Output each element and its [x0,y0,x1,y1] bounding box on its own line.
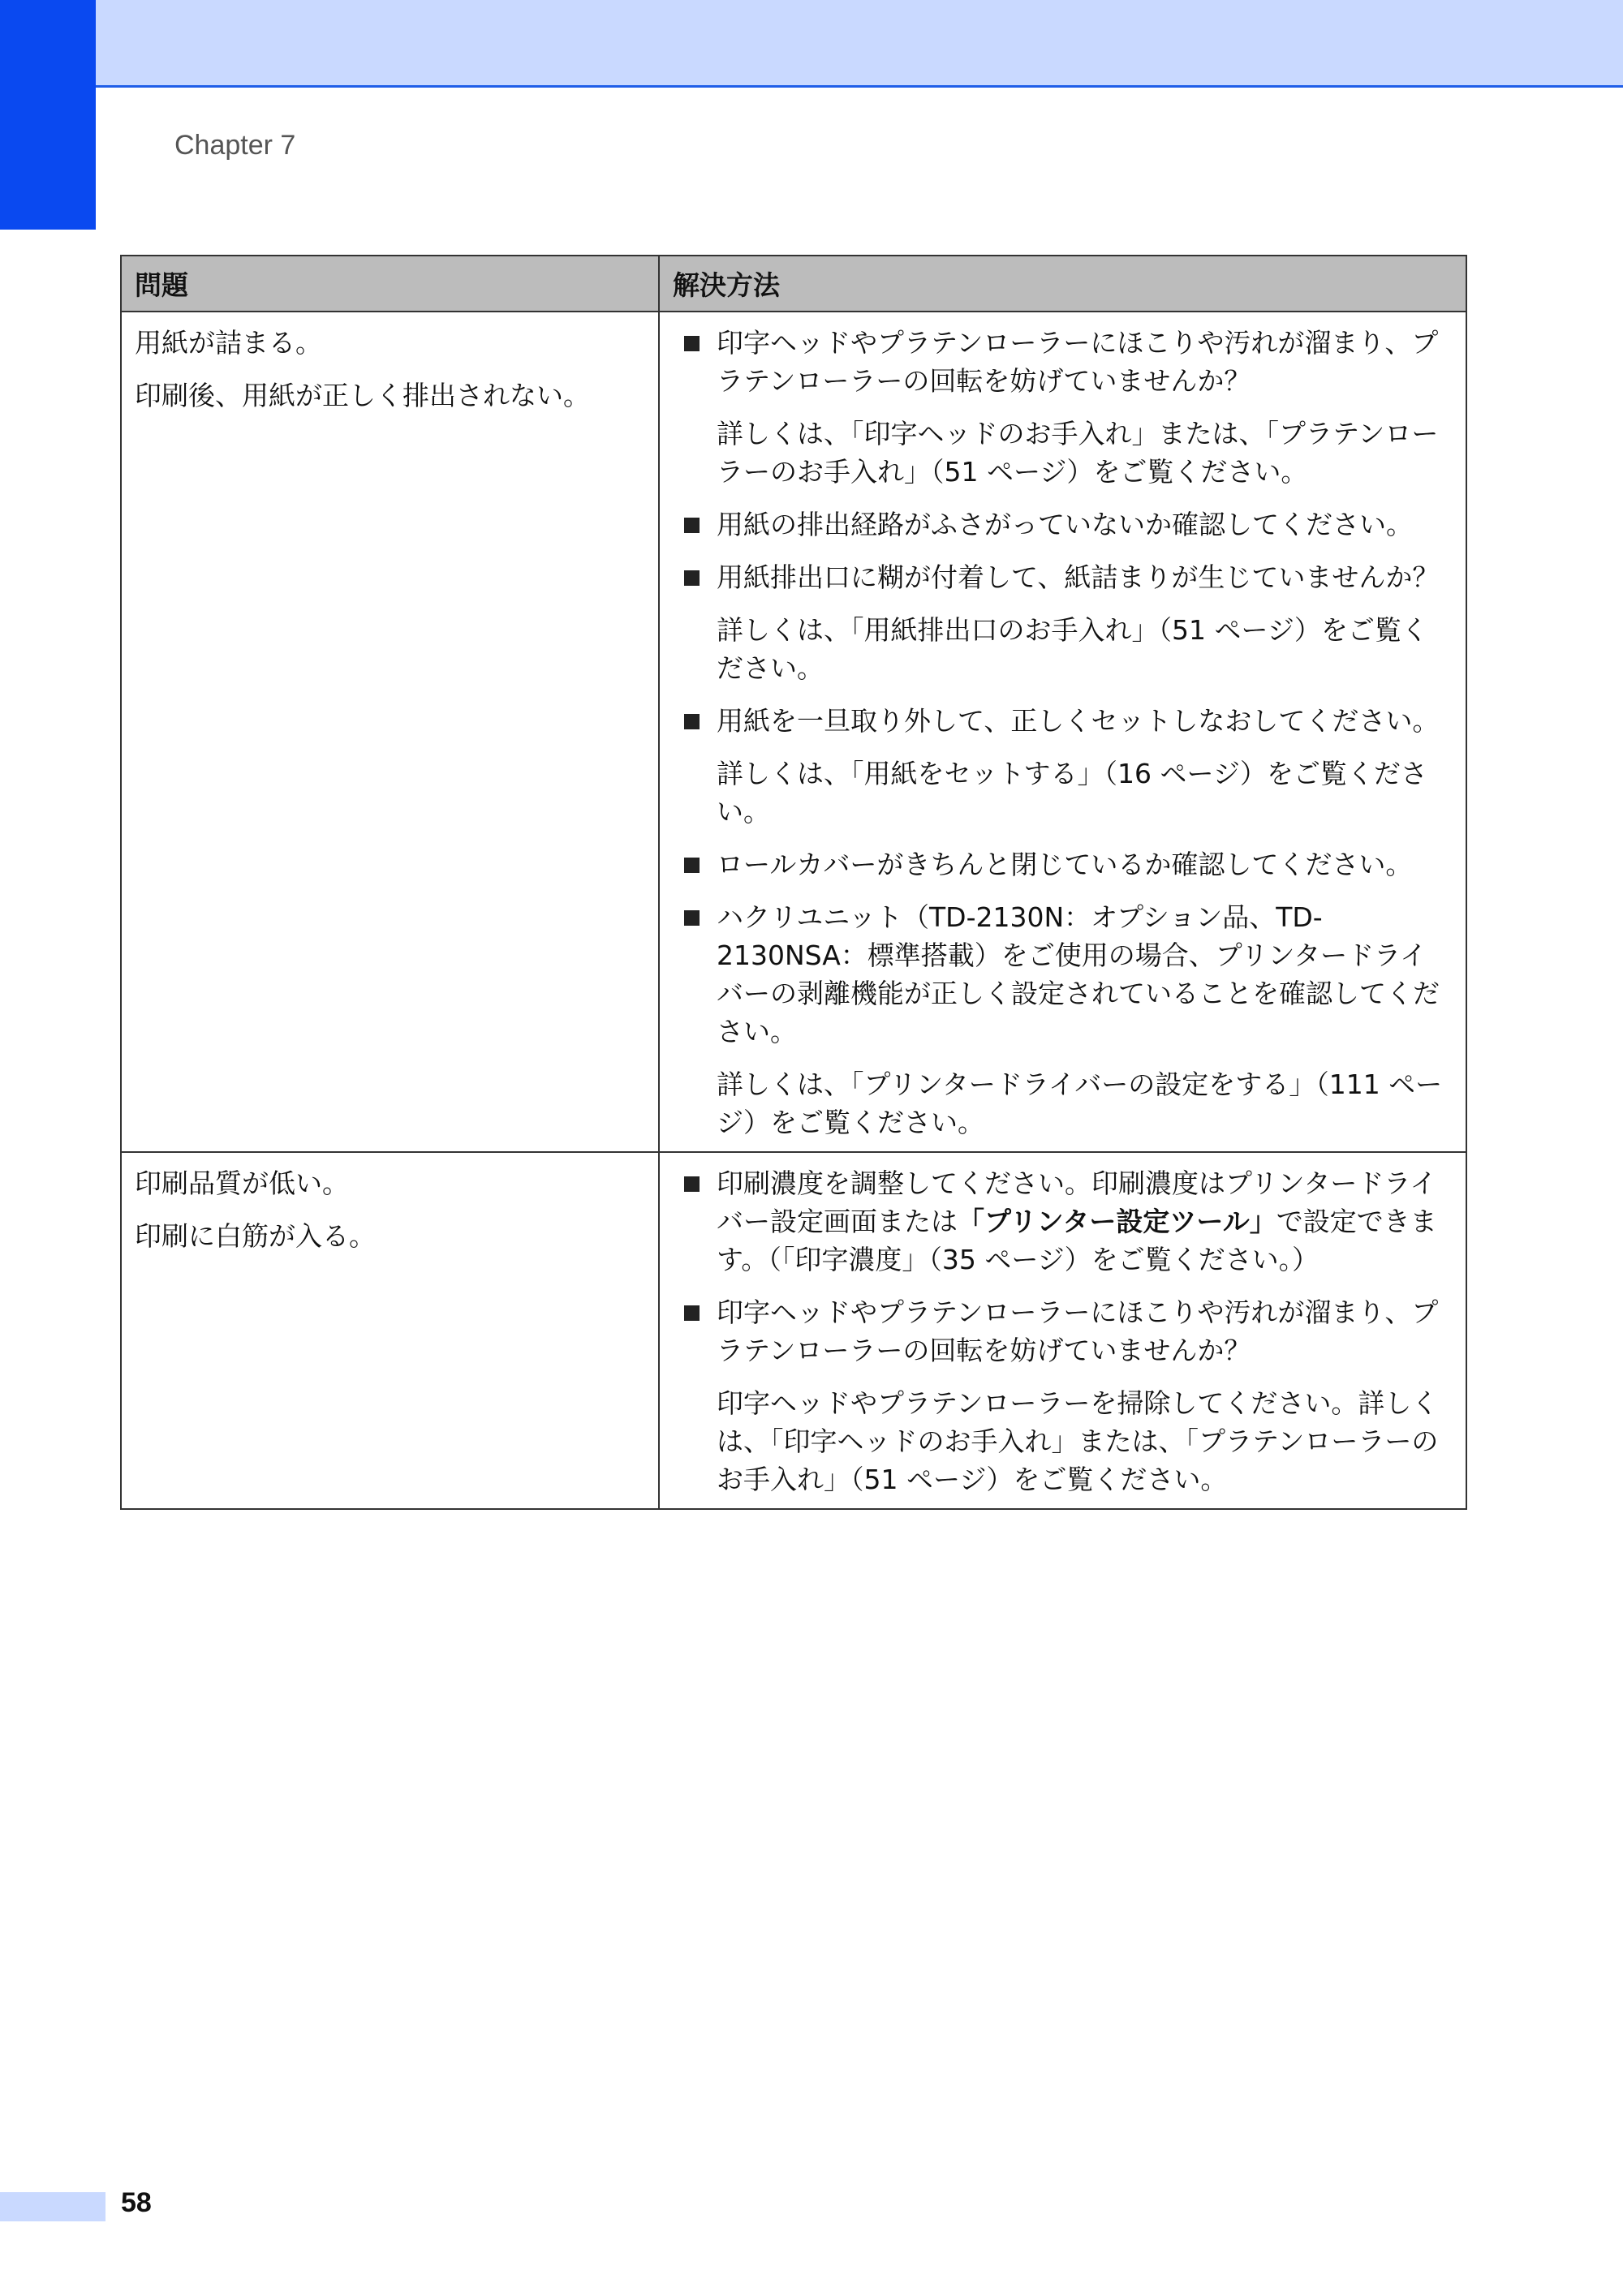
problem-text: 印刷品質が低い。 [135,1167,349,1199]
solution-cell [659,312,1466,1152]
table-row [121,312,1466,1152]
problem-text: 印刷後、用紙が正しく排出されない。 [135,380,590,411]
density-text-before: 印刷濃度を調整してください。印刷濃度はプリンタードライバー設定画面または [717,1167,1437,1237]
solution-detail: 詳しくは、「用紙をセットする」（16 ページ）をご覧ください。 [717,758,1427,828]
footer-band [0,2192,105,2221]
square-bullet-icon [684,910,700,926]
header-band [0,0,1623,88]
solution-text: 用紙排出口に糊が付着して、紙詰まりが生じていませんか？ [717,561,1440,593]
solution-item [684,558,1451,687]
problem-text: 印刷に白筋が入る。 [135,1220,376,1252]
solution-text: 用紙を一旦取り外して、正しくセットしなおしてください。 [717,705,1440,737]
solution-item [684,505,1451,544]
solution-cell [659,1152,1466,1509]
solution-text: 用紙の排出経路がふさがっていないか確認してください。 [717,509,1413,540]
problem-cell [121,1152,659,1509]
solution-item [684,1164,1451,1279]
problem-cell [121,312,659,1152]
solution-item [684,702,1451,831]
printer-setting-tool-name: 「プリンター設定ツール」 [958,1206,1276,1237]
header-problem: 問題 [121,256,659,312]
solution-item [684,1293,1451,1498]
square-bullet-icon [684,858,700,873]
table-header-row [121,256,1466,312]
page-number: 58 [121,2187,152,2218]
chapter-tab [0,0,96,230]
solution-item [684,324,1451,491]
solution-item [684,845,1451,884]
table-row [121,1152,1466,1509]
troubleshooting-table [120,255,1467,1510]
square-bullet-icon [684,518,700,533]
square-bullet-icon [684,336,700,351]
density-text-after: で設定できます。（「印字濃度」（35 ページ）をご覧ください。） [717,1206,1437,1275]
problem-text: 用紙が詰まる。 [135,327,322,359]
solution-item [684,898,1451,1142]
solution-text: 印字ヘッドやプラテンローラーにほこりや汚れが溜まり、プラテンローラーの回転を妨げていませんか？ [717,327,1439,397]
solution-detail: 詳しくは、「用紙排出口のお手入れ」（51 ページ）をご覧ください。 [717,614,1428,684]
square-bullet-icon [684,1176,700,1192]
solution-text: ハクリユニット（TD-2130N：オプション品、TD-2130NSA：標準搭載）をご使用の場合、プリンタードライバーの剥離機能が正しく設定されていることを確認してください。 [717,901,1440,1047]
chapter-label: Chapter 7 [174,130,296,161]
square-bullet-icon [684,714,700,729]
solution-detail: 印字ヘッドやプラテンローラーを掃除してください。詳しくは、「印字ヘッドのお手入れ」または、「プラテンローラーのお手入れ」（51 ページ）をご覧ください。 [717,1387,1439,1495]
solution-detail: 詳しくは、「プリンタードライバーの設定をする」（111 ページ）をご覧ください。 [717,1068,1443,1138]
solution-detail: 詳しくは、「印字ヘッドのお手入れ」または、「プラテンローラーのお手入れ」（51 ページ）をご覧ください。 [717,418,1439,488]
solution-text: 印字ヘッドやプラテンローラーにほこりや汚れが溜まり、プラテンローラーの回転を妨げていませんか？ [717,1296,1439,1366]
square-bullet-icon [684,570,700,586]
header-solution: 解決方法 [659,256,1466,312]
solution-text: ロールカバーがきちんと閉じているか確認してください。 [717,849,1413,880]
solution-text [717,1164,1451,1279]
square-bullet-icon [684,1305,700,1321]
